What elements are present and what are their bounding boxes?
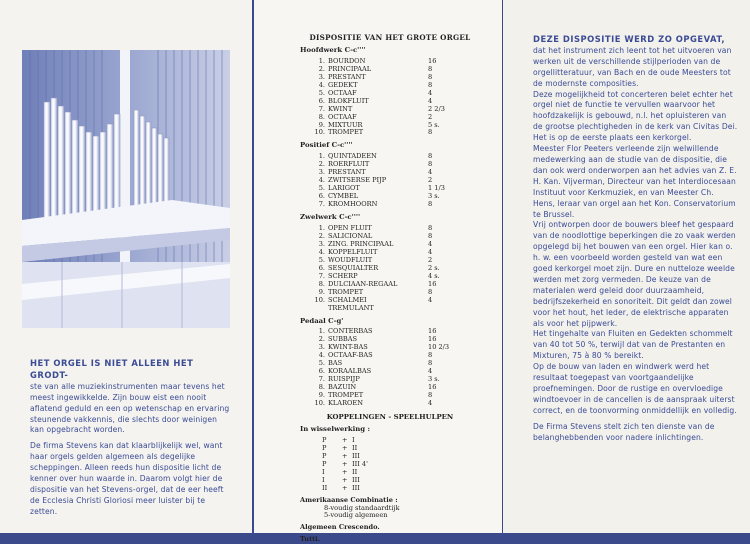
stop-name: OCTAAF <box>328 112 357 121</box>
combinatie-item-2: 5-voudig algemeen <box>324 511 388 520</box>
stop-name: PRESTANT <box>328 72 366 81</box>
stop-row <box>300 106 480 114</box>
stop-size: 8 <box>428 231 433 240</box>
stop-name: BAZUIN <box>328 383 357 392</box>
stop-number: 6. <box>318 263 325 272</box>
stop-row <box>300 368 480 376</box>
description-lead: DEZE DISPOSITIE WERD ZO OPGEVAT, <box>533 34 726 44</box>
section-heading: Positief C-c'''' <box>300 141 353 150</box>
stop-size: 1 1/3 <box>428 184 445 193</box>
stop-number: 4. <box>318 80 325 89</box>
stop-number: 7. <box>318 104 325 113</box>
stop-number: 7. <box>318 200 325 209</box>
stop-row <box>300 257 480 265</box>
description-paragraph-2: Deze mogelijkheid tot concerteren belet echter het orgel niet de functie te vervullen waarvoor het hoofdzakelijk is gebouwd, n.l. het opluisteren van de grootse plechtigheden in de kerk van Civitas Dei. Het is op de eerste plaats een kerkorgel. <box>533 89 738 143</box>
stop-row <box>300 193 480 201</box>
stop-name: CONTERBAS <box>328 327 373 336</box>
stop-row <box>300 297 480 305</box>
stop-name: TREMULANT <box>328 303 374 312</box>
stop-name: CYMBEL <box>328 192 359 201</box>
stop-size: 8 <box>428 64 433 73</box>
disposition-list <box>300 34 480 544</box>
stop-size: 8 <box>428 391 433 400</box>
stop-row <box>300 384 480 392</box>
stop-name: RUISPIJP <box>328 375 360 384</box>
stop-name: TROMPET <box>328 287 364 296</box>
stop-row <box>300 376 480 384</box>
stop-number: 1. <box>318 56 325 65</box>
stop-row <box>300 114 480 122</box>
stop-size: 8 <box>428 351 433 360</box>
stop-size: 4 <box>428 247 433 256</box>
stop-size: 4 <box>428 239 433 248</box>
wisselwerking-label: In wisselwerking : <box>300 424 371 433</box>
stop-number: 6. <box>318 96 325 105</box>
stop-size: 4 <box>428 367 433 376</box>
stop-size: 3 s. <box>428 192 440 201</box>
stop-name: LARIGOT <box>328 184 360 193</box>
intro-text <box>30 358 230 518</box>
stop-row <box>300 177 480 185</box>
stop-number: 4. <box>318 176 325 185</box>
stop-name: KLAROEN <box>328 399 364 408</box>
stop-size: 10 2/3 <box>428 343 450 352</box>
coupling-row <box>300 461 480 469</box>
stop-number: 1. <box>318 224 325 233</box>
stop-size: 16 <box>428 335 437 344</box>
stop-size: 8 <box>428 359 433 368</box>
stop-number: 9. <box>318 391 325 400</box>
stop-number: 1. <box>318 327 325 336</box>
plus-sign: + <box>342 475 348 484</box>
coupling-from: I <box>322 467 325 476</box>
coupling-row <box>300 477 480 485</box>
combinatie-item-1: 8-voudig standaardtijk <box>324 503 400 512</box>
stop-number: 10. <box>314 295 325 304</box>
plus-sign: + <box>342 459 348 468</box>
stop-name: PRESTANT <box>328 168 366 177</box>
stop-number: 4. <box>318 247 325 256</box>
stop-size: 4 <box>428 399 433 408</box>
stop-number: 2. <box>318 231 325 240</box>
stop-name: TROMPET <box>328 128 364 137</box>
stop-name: SALICIONAL <box>328 231 373 240</box>
stop-number: 1. <box>318 152 325 161</box>
stop-size: 2 <box>428 176 433 185</box>
stop-name: SESQUIALTER <box>328 263 379 272</box>
coupling-to: III <box>352 451 360 460</box>
coupling-to: II <box>352 467 358 476</box>
stop-size: 16 <box>428 279 437 288</box>
stop-name: DULCIAAN-REGAAL <box>328 279 398 288</box>
combinatie-label: Amerikaanse Combinatie : <box>300 495 398 504</box>
stop-size: 16 <box>428 383 437 392</box>
stop-row <box>300 66 480 74</box>
intro-paragraph-2: De firma Stevens kan dat klaarblijkelijk wel, want haar orgels gelden algemeen als degelijke scheppingen. Alleen reeds hun dispositie licht de kenner over hun waarde in. Daarom volgt hier de dispositie van het Stevens-orgel, dat de eer heeft de Ecclesia Christi Gloriosi meer luister bij te zetten. <box>30 441 224 516</box>
coupling-to: II <box>352 443 358 452</box>
coupling-to: III 4' <box>352 459 368 468</box>
coupling-row <box>300 437 480 445</box>
disposition-sections <box>300 47 480 408</box>
stop-row <box>300 122 480 130</box>
stop-size: 5 s. <box>428 120 440 129</box>
stop-name: TROMPET <box>328 391 364 400</box>
stop-number: 8. <box>318 112 325 121</box>
description-paragraph-1: dat het instrument zich leent tot het uitvoeren van werken uit de verschillende stijlperioden van de orgellitteratuur, van Bach en de oude Meesters tot de modernste composities. <box>533 45 732 88</box>
stop-name: GEDEKT <box>328 80 358 89</box>
stop-row <box>300 74 480 82</box>
stop-number: 3. <box>318 343 325 352</box>
stop-size: 8 <box>428 200 433 209</box>
stop-name: ZING. PRINCIPAAL <box>328 239 394 248</box>
stop-name: ZWITSERSE PIJP <box>328 176 387 185</box>
stop-row <box>300 336 480 344</box>
stop-size: 8 <box>428 72 433 81</box>
stop-name: SCHERP <box>328 271 358 280</box>
stop-number: 5. <box>318 88 325 97</box>
stop-row <box>300 201 480 209</box>
stop-name: BLOKFLUIT <box>328 96 369 105</box>
stop-name: KWINT-BAS <box>328 343 368 352</box>
stop-number: 5. <box>318 184 325 193</box>
stop-size: 8 <box>428 80 433 89</box>
stop-size: 4 <box>428 295 433 304</box>
coupling-to: I <box>352 435 355 444</box>
stop-size: 8 <box>428 152 433 161</box>
stop-size: 2 s. <box>428 263 440 272</box>
description-paragraph-7: De Firma Stevens stelt zich ten dienste van de belanghebbenden voor nadere inlichtingen. <box>533 421 715 442</box>
stop-row <box>300 161 480 169</box>
stop-name: PRINCIPAAL <box>328 64 372 73</box>
coupling-row <box>300 485 480 493</box>
stop-name: OCTAAF <box>328 88 357 97</box>
stop-number: 9. <box>318 287 325 296</box>
coupling-to: III <box>352 475 360 484</box>
stop-row <box>300 328 480 336</box>
stop-size: 2 <box>428 255 433 264</box>
stop-size: 8 <box>428 160 433 169</box>
stop-row <box>300 82 480 90</box>
disposition-title: DISPOSITIE VAN HET GROTE ORGEL <box>309 33 471 42</box>
plus-sign: + <box>342 483 348 492</box>
stop-name: QUINTADEEN <box>328 152 377 161</box>
section-heading: Zwelwerk C-c'''' <box>300 213 361 222</box>
stop-number: 8. <box>318 279 325 288</box>
stop-number: 4. <box>318 351 325 360</box>
stop-name: KORAALBAS <box>328 367 372 376</box>
coupling-from: I <box>322 475 325 484</box>
stop-name: BAS <box>328 359 343 368</box>
section-heading: Hoofdwerk C-c'''' <box>300 45 366 54</box>
stop-name: SCHALMEI <box>328 295 367 304</box>
stop-name: KROMHOORN <box>328 200 378 209</box>
coupling-from: P <box>322 459 327 468</box>
description-paragraph-3: Meester Flor Peeters verleende zijn welwillende medewerking aan de studie van de dispositie, die dan ook werd onderworpen aan het advies van Z. E. H. Kan. Vijverman, Directeur van het Interdiocesaan Instituut voor Kerkmuziek, en van Meester Ch. Hens, leraar van orgel aan het Kon. Conservatorium te Brussel. <box>533 144 737 219</box>
stop-number: 10. <box>314 399 325 408</box>
coupling-row <box>300 469 480 477</box>
coupling-row <box>300 453 480 461</box>
stop-name: OPEN FLUIT <box>328 224 372 233</box>
stop-row <box>300 169 480 177</box>
couplings-title: KOPPELINGEN - SPEELHULPEN <box>326 412 454 421</box>
right-panel <box>503 0 750 533</box>
stop-number: 2. <box>318 335 325 344</box>
stop-number: 2. <box>318 64 325 73</box>
stop-number: 9. <box>318 120 325 129</box>
stop-row <box>300 185 480 193</box>
stop-row <box>300 249 480 257</box>
stop-row <box>300 153 480 161</box>
stop-row <box>300 400 480 408</box>
stop-number <box>300 305 328 313</box>
stop-number: 3. <box>318 239 325 248</box>
stop-number: 2. <box>318 160 325 169</box>
description-paragraph-4: Vrij ontworpen door de bouwers bleef het gespaard van de noodlottige beperkingen die zo vaak werden opgelegd bij het bouwen van een orgel. Hier kan o. h. w. een voorbeeld worden gesteld van wat een goed kerkorgel moet zijn. Dure en nutteloze weelde werden met zorg vermeden. De keuze van de materialen werd geleid door duurzaamheid, bedrijfszekerheid en sonoriteit. Dit geldt dan zowel voor het hout, het leder, de elektrische apparaten als voor het pijpwerk. <box>533 220 736 328</box>
stop-number: 5. <box>318 359 325 368</box>
stop-name: BOURDON <box>328 56 366 65</box>
stop-number: 7. <box>318 271 325 280</box>
coupling-to: III <box>352 483 360 492</box>
stop-name: OCTAAF-BAS <box>328 351 373 360</box>
stop-number: 10. <box>314 128 325 137</box>
stop-size: 2 2/3 <box>428 104 445 113</box>
stop-size: 8 <box>428 224 433 233</box>
plus-sign: + <box>342 451 348 460</box>
stop-row <box>300 360 480 368</box>
plus-sign: + <box>342 435 348 444</box>
stop-row <box>300 225 480 233</box>
stop-size: 4 <box>428 168 433 177</box>
stop-row <box>300 281 480 289</box>
coupling-from: P <box>322 435 327 444</box>
intro-paragraph-1: ste van alle muziekinstrumenten maar tevens het meest ingewikkelde. Zijn bouw eist een nooit aflatend geduld en een op wetenschap en ervaring steunende vakkennis, die slechts door weinigen kan opgebracht worden. <box>30 381 230 435</box>
coupling-from: P <box>322 451 327 460</box>
middle-panel <box>254 0 502 544</box>
stop-name: WOUDFLUIT <box>328 255 373 264</box>
stop-name: KOPPELFLUIT <box>328 247 378 256</box>
coupling-from: II <box>322 483 328 492</box>
stop-size: 16 <box>428 56 437 65</box>
section-heading: Pedaal C-g' <box>300 316 344 325</box>
stop-number: 3. <box>318 168 325 177</box>
stop-number: 3. <box>318 72 325 81</box>
description-text <box>533 34 738 444</box>
stop-name: KWINT <box>328 104 353 113</box>
coupling-row <box>300 445 480 453</box>
stop-size: 8 <box>428 128 433 137</box>
stop-name: ROERFLUIT <box>328 160 370 169</box>
stop-name: SUBBAS <box>328 335 358 344</box>
stop-row <box>300 392 480 400</box>
stop-row <box>300 305 480 313</box>
crescendo-label: Algemeen Crescendo. <box>300 523 380 532</box>
stop-row <box>300 58 480 66</box>
stop-row <box>300 241 480 249</box>
intro-lead: HET ORGEL IS NIET ALLEEN HET GRODT- <box>30 358 194 380</box>
stop-size: 16 <box>428 327 437 336</box>
stop-size: 2 <box>428 112 433 121</box>
organ-photo <box>22 50 230 328</box>
stop-row <box>300 265 480 273</box>
stop-number: 6. <box>318 192 325 201</box>
stop-number: 6. <box>318 367 325 376</box>
description-paragraph-6: Op de bouw van laden en windwerk werd het resultaat toegepast van voortgaandelijke proefnemingen. Door de rustige en overvloedige windtoevoer in de cancellen is de aanspraak uiterst correct, en de toonvorming onmiddellijk en volledig. <box>533 362 737 415</box>
stop-size: 3 s. <box>428 375 440 384</box>
stop-size: 4 <box>428 88 433 97</box>
stop-size: 4 <box>428 96 433 105</box>
tutti-label: Tutti. <box>300 535 320 544</box>
left-panel <box>0 0 252 533</box>
stop-row <box>300 344 480 352</box>
stop-name: MIXTUUR <box>328 120 363 129</box>
stop-number: 8. <box>318 383 325 392</box>
stop-number: 5. <box>318 255 325 264</box>
stop-row <box>300 129 480 137</box>
stop-size: 8 <box>428 287 433 296</box>
stop-number: 7. <box>318 375 325 384</box>
plus-sign: + <box>342 443 348 452</box>
description-paragraph-5: Het tingehalte van Fluiten en Gedekten schommelt van 40 tot 50 %, terwijl dat van de Prestanten en Mixturen, 75 à 80 % bereikt. <box>533 329 733 361</box>
stop-size: 4 s. <box>428 271 440 280</box>
stop-row <box>300 90 480 98</box>
couplings-list <box>300 437 480 493</box>
stop-size <box>428 305 468 313</box>
stop-row <box>300 289 480 297</box>
stop-row <box>300 352 480 360</box>
stop-row <box>300 98 480 106</box>
plus-sign: + <box>342 467 348 476</box>
coupling-from: P <box>322 443 327 452</box>
